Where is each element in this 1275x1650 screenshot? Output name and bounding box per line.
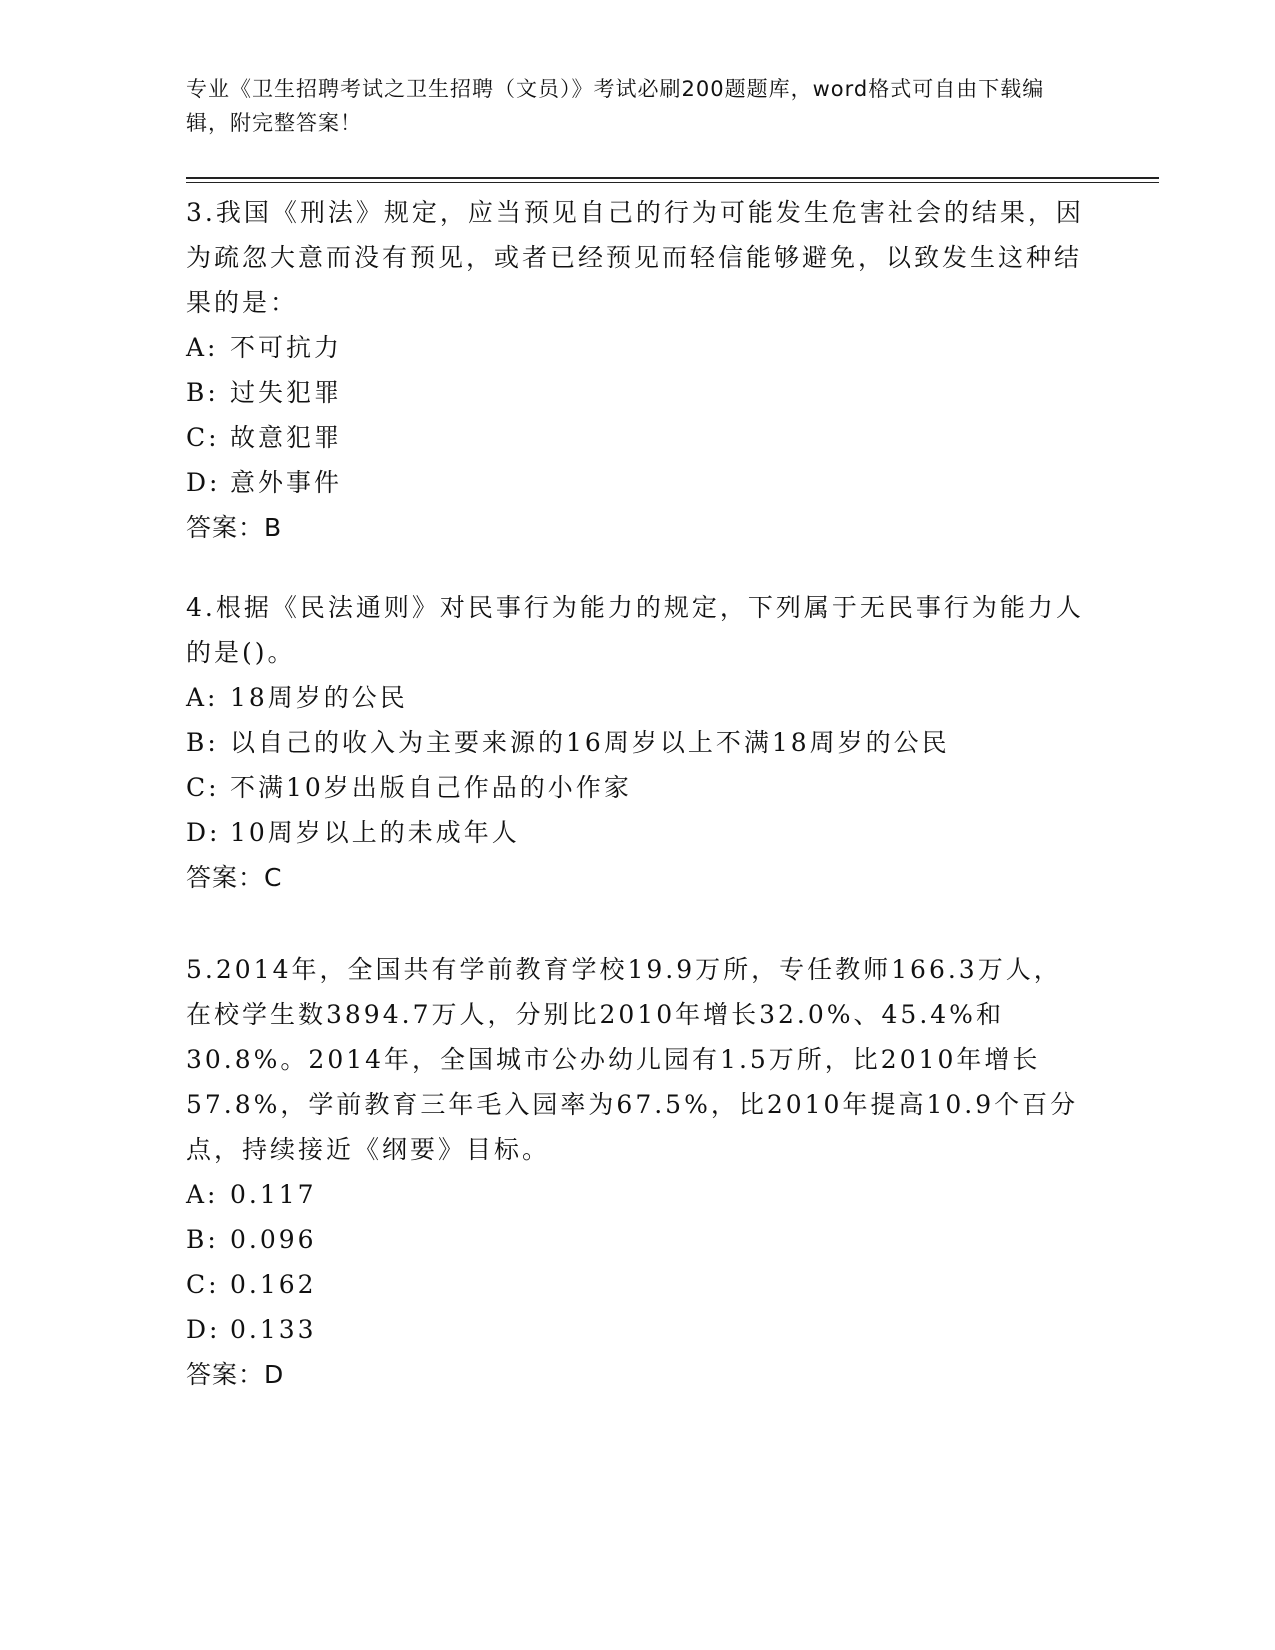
option-letter: D: [186, 468, 221, 497]
option-letter: B: [186, 378, 219, 407]
option-text: 意外事件 [230, 468, 343, 497]
question-4 [186, 585, 1086, 900]
option-b [186, 1217, 1086, 1262]
option-b [186, 370, 1086, 415]
document-header: 专业《卫生招聘考试之卫生招聘（文员）》考试必刷200题题库，word格式可自由下载编辑，附完整答案！ [186, 77, 1045, 135]
option-letter: A: [186, 683, 219, 712]
option-c [186, 415, 1086, 460]
option-letter: B: [186, 1225, 219, 1254]
option-c [186, 1262, 1086, 1307]
answer-label: 答案：C [186, 863, 283, 892]
option-text: 以自己的收入为主要来源的16周岁以上不满18周岁的公民 [230, 728, 950, 757]
option-text: 不可抗力 [230, 333, 343, 362]
option-d [186, 810, 1086, 855]
option-text: 0.096 [230, 1225, 317, 1254]
option-text: 不满10岁出版自己作品的小作家 [230, 773, 632, 802]
option-d [186, 460, 1086, 505]
answer-label: 答案：B [186, 513, 283, 542]
option-text: 0.133 [230, 1315, 317, 1344]
option-a [186, 675, 1086, 720]
option-letter: A: [186, 333, 219, 362]
option-b [186, 720, 1086, 765]
header-divider-thin [186, 182, 1159, 183]
option-text: 故意犯罪 [230, 423, 343, 452]
question-stem: 3.我国《刑法》规定，应当预见自己的行为可能发生危害社会的结果，因为疏忽大意而没有预见，或者已经预见而轻信能够避免，以致发生这种结果的是： [186, 198, 1084, 317]
question-stem: 4.根据《民法通则》对民事行为能力的规定，下列属于无民事行为能力人的是()。 [186, 593, 1084, 667]
option-letter: B: [186, 728, 219, 757]
option-text: 过失犯罪 [230, 378, 343, 407]
option-letter: D: [186, 818, 221, 847]
option-text: 18周岁的公民 [230, 683, 408, 712]
question-3 [186, 190, 1086, 550]
option-letter: A: [186, 1180, 219, 1209]
option-text: 0.162 [230, 1270, 317, 1299]
option-letter: C: [186, 773, 220, 802]
answer-label: 答案：D [186, 1360, 285, 1389]
option-c [186, 765, 1086, 810]
option-letter: D: [186, 1315, 221, 1344]
option-letter: C: [186, 423, 220, 452]
option-a [186, 1172, 1086, 1217]
option-a [186, 325, 1086, 370]
question-stem: 5.2014年，全国共有学前教育学校19.9万所，专任教师166.3万人，在校学生数3894.7万人，分别比2010年增长32.0%、45.4%和30.8%。2014年，全国城市公办幼儿园有1.5万所，比2010年增长57.8%，学前教育三年毛入园率为67.5%，比2010年提高10.9个百分点，持续接近《纲要》目标。 [186, 955, 1079, 1164]
question-5 [186, 947, 1086, 1397]
option-text: 0.117 [230, 1180, 317, 1209]
option-d [186, 1307, 1086, 1352]
option-text: 10周岁以上的未成年人 [230, 818, 520, 847]
header-divider-thick [186, 177, 1159, 179]
option-letter: C: [186, 1270, 220, 1299]
